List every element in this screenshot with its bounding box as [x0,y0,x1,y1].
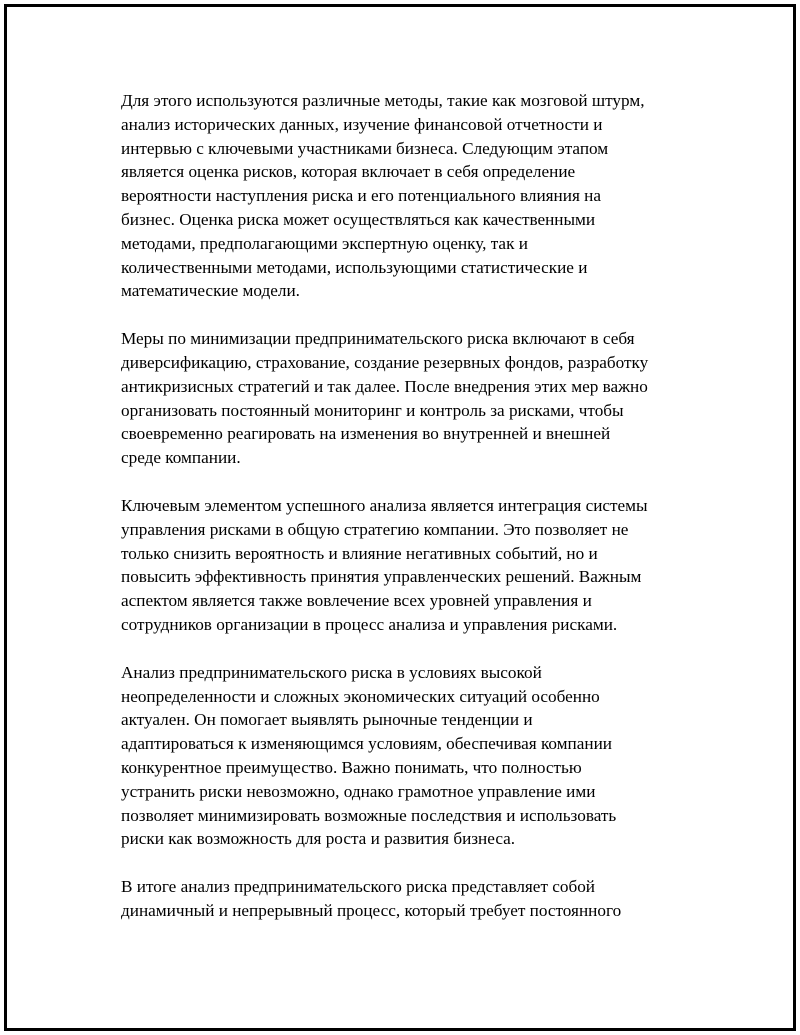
text-line: среде компании. [121,448,241,468]
text-line: организовать постоянный мониторинг и контроль за рисками, чтобы [121,400,624,420]
text-line: количественными методами, использующими статистические и [121,257,588,277]
text-line: устранить риски невозможно, однако грамотное управление ими [121,781,596,801]
text-line: неопределенности и сложных экономических ситуаций особенно [121,686,600,706]
text-line: только снизить вероятность и влияние негативных событий, но и [121,543,598,563]
text-line: математические модели. [121,281,300,301]
text-line: управления рисками в общую стратегию компании. Это позволяет не [121,519,629,539]
text-line: Меры по минимизации предпринимательского риска включают в себя [121,329,635,349]
text-line: повысить эффективность принятия управленческих решений. Важным [121,567,642,587]
text-line: динамичный и непрерывный процесс, который требует постоянного [121,900,622,920]
text-line: бизнес. Оценка риска может осуществляться как качественными [121,209,596,229]
text-line: вероятности наступления риска и его потенциального влияния на [121,186,601,206]
text-line: Для этого используются различные методы, такие как мозговой штурм, [121,91,645,110]
text-line: аспектом является также вовлечение всех уровней управления и [121,591,592,611]
paragraph-4 [121,661,711,851]
text-line: своевременно реагировать на изменения во внутренней и внешней [121,424,611,444]
text-line: позволяет минимизировать возможные последствия и использовать [121,805,617,825]
text-line: методами, предполагающими экспертную оценку, так и [121,233,528,253]
text-line: является оценка рисков, которая включает в себя определение [121,162,576,182]
paragraph-3 [121,494,711,637]
text-line: актуален. Он помогает выявлять рыночные тенденции и [121,710,533,730]
text-line: интервью с ключевыми участниками бизнеса. Следующим этапом [121,138,609,158]
text-line: адаптироваться к изменяющимся условиям, обеспечивая компании [121,734,612,754]
text-line: диверсификацию, страхование, создание резервных фондов, разработку [121,352,649,372]
paragraph-2 [121,327,711,470]
paragraph-1 [121,89,711,303]
text-line: анализ исторических данных, изучение финансовой отчетности и [121,114,603,134]
text-line: сотрудников организации в процесс анализа и управления рисками. [121,614,618,634]
text-line: Ключевым элементом успешного анализа является интеграция системы [121,495,648,515]
text-line: риски как возможность для роста и развития бизнеса. [121,829,516,849]
page-frame [4,4,796,1031]
text-line: Анализ предпринимательского риска в условиях высокой [121,662,542,682]
text-line: конкурентное преимущество. Важно понимать, что полностью [121,757,582,777]
paragraph-5 [121,875,711,923]
text-line: В итоге анализ предпринимательского риска представляет собой [121,877,596,897]
document-body [121,89,711,947]
text-line: антикризисных стратегий и так далее. После внедрения этих мер важно [121,376,648,396]
